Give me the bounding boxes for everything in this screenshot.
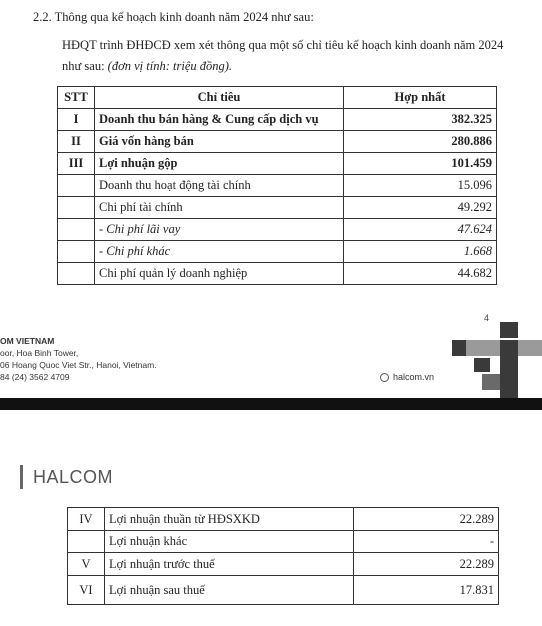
table-row: II Giá vốn hàng bán 280.886 [58,131,497,153]
brand-name: HALCOM [33,466,114,487]
table-row: VI Lợi nhuận sau thuế 17.831 [68,576,499,605]
page-number: 4 [484,313,490,323]
unit-note: (đơn vị tính: triệu đồng). [107,59,233,73]
plan-table [57,86,497,285]
header-stt: STT [58,87,95,109]
table-row: III Lợi nhuận gộp 101.459 [58,153,497,175]
footer-company: OM VIETNAM [0,336,55,346]
result-table [67,507,499,605]
brand-bar [20,465,23,489]
brand-header [20,465,113,489]
globe-icon [380,373,389,382]
table-row: V Lợi nhuận trước thuế 22.289 [68,553,499,576]
table-row: - Chi phí khác 1.668 [58,241,497,263]
table-row: I Doanh thu bán hàng & Cung cấp dịch vụ 382.325 [58,109,497,131]
table-row: - Chi phí lãi vay 47.624 [58,219,497,241]
table-header-row [58,87,497,109]
section-title: 2.2. Thông qua kế hoạch kinh doanh năm 2024 như sau: [33,10,314,24]
website-label: halcom.vn [393,372,435,382]
table-row: Doanh thu hoạt động tài chính 15.096 [58,175,497,197]
header-value: Hợp nhất [344,87,497,109]
table-row: IV Lợi nhuận thuần từ HĐSXKD 22.289 [68,508,499,531]
footer-address2: 06 Hoang Quoc Viet Str., Hanoi, Vietnam. [0,360,157,370]
footer-phone: 84 (24) 3562 4709 [0,372,70,382]
website-link[interactable] [380,372,434,382]
intro-text: HĐQT trình ĐHĐCĐ xem xét thông qua một số chỉ tiêu kế hoạch kinh doanh năm 2024 [62,38,504,52]
footer-address1: oor, Hoa Binh Tower, [0,348,79,358]
table-row: Chi phí quản lý doanh nghiệp 44.682 [58,263,497,285]
table-row: Lợi nhuận khác - [68,531,499,553]
intro-text-line2: như sau: (đơn vị tính: triệu đồng). [62,59,233,73]
page-separator [0,398,542,410]
halcom-logo-graphic [452,322,542,402]
header-name: Chỉ tiêu [95,87,344,109]
table-row: Chi phí tài chính 49.292 [58,197,497,219]
